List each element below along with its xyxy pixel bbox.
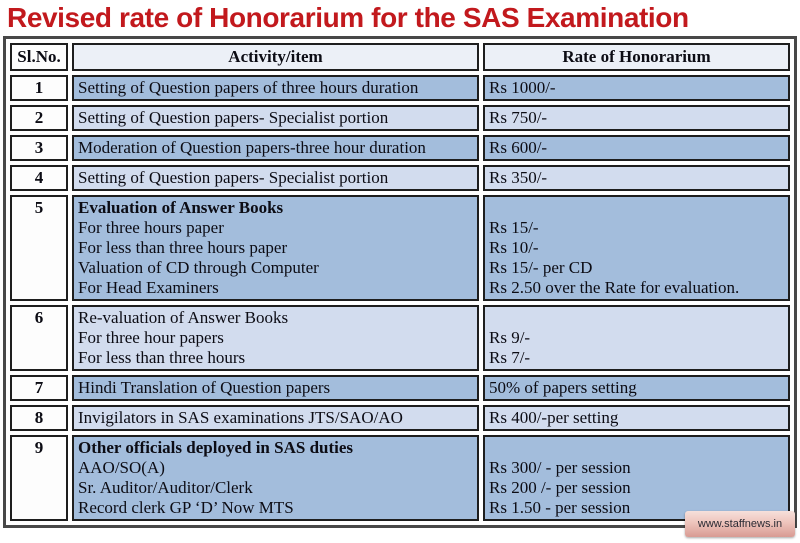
- activity-cell: [72, 165, 479, 191]
- cell-line: Rs 750/-: [489, 108, 548, 127]
- rate-cell: [483, 375, 790, 401]
- cell-line: Rs 15/- per CD: [489, 258, 593, 277]
- rate-cell: [483, 135, 790, 161]
- activity-cell: [72, 195, 479, 301]
- serial-number-cell: 9: [10, 435, 68, 521]
- cell-line: Sr. Auditor/Auditor/Clerk: [78, 478, 253, 497]
- table-row: [10, 195, 790, 301]
- rate-cell: [483, 305, 790, 371]
- cell-line: For less than three hours: [78, 348, 246, 367]
- cell-line: Rs 7/-: [489, 348, 531, 367]
- table-row: [10, 405, 790, 431]
- cell-line: [489, 308, 784, 328]
- activity-cell: [72, 75, 479, 101]
- page-title: Revised rate of Honorarium for the SAS Examination: [7, 2, 689, 33]
- rate-cell: [483, 105, 790, 131]
- cell-line: 50% of papers setting: [489, 378, 637, 397]
- cell-line: Record clerk GP ‘D’ Now MTS: [78, 498, 294, 517]
- cell-line: For three hour papers: [78, 328, 224, 347]
- header-rate: Rate of Honorarium: [483, 43, 790, 71]
- cell-line: [489, 198, 784, 218]
- table-row: [10, 435, 790, 521]
- rate-cell: [483, 165, 790, 191]
- table-row: [10, 375, 790, 401]
- cell-line: Rs 400/-per setting: [489, 408, 619, 427]
- rate-cell: [483, 435, 790, 521]
- table-row: [10, 105, 790, 131]
- serial-number-cell: 5: [10, 195, 68, 301]
- honorarium-table: [3, 36, 797, 528]
- activity-cell: [72, 135, 479, 161]
- rate-cell: [483, 405, 790, 431]
- serial-number-cell: 1: [10, 75, 68, 101]
- table-row: [10, 305, 790, 371]
- serial-number-cell: 3: [10, 135, 68, 161]
- activity-cell: [72, 435, 479, 521]
- watermark-text: www.staffnews.in: [697, 518, 783, 530]
- serial-number-cell: 2: [10, 105, 68, 131]
- cell-line: Rs 350/-: [489, 168, 548, 187]
- serial-number-cell: 6: [10, 305, 68, 371]
- cell-line: Rs 9/-: [489, 328, 531, 347]
- cell-line: Rs 10/-: [489, 238, 539, 257]
- cell-line: Rs 1000/-: [489, 78, 556, 97]
- cell-line: Invigilators in SAS examinations JTS/SAO/AO: [78, 408, 403, 427]
- header-activity: Activity/item: [72, 43, 479, 71]
- cell-line: Hindi Translation of Question papers: [78, 378, 331, 397]
- activity-cell: [72, 305, 479, 371]
- table-row: [10, 135, 790, 161]
- cell-line: Moderation of Question papers-three hour duration: [78, 138, 426, 157]
- cell-line: Rs 2.50 over the Rate for evaluation.: [489, 278, 740, 297]
- activity-cell: [72, 375, 479, 401]
- table-row: [10, 75, 790, 101]
- activity-cell: [72, 105, 479, 131]
- rate-cell: [483, 75, 790, 101]
- cell-line: Rs 300/ - per session: [489, 458, 631, 477]
- table-row: [10, 165, 790, 191]
- cell-line: Rs 1.50 - per session: [489, 498, 631, 517]
- header-row: [10, 43, 790, 71]
- rate-cell: [483, 195, 790, 301]
- staffnews-watermark: [685, 511, 795, 537]
- cell-line: Setting of Question papers of three hours duration: [78, 78, 419, 97]
- cell-line: Other officials deployed in SAS duties: [78, 438, 354, 457]
- cell-line: Evaluation of Answer Books: [78, 198, 284, 217]
- cell-line: [489, 438, 784, 458]
- cell-line: For Head Examiners: [78, 278, 219, 297]
- cell-line: For less than three hours paper: [78, 238, 288, 257]
- cell-line: Valuation of CD through Computer: [78, 258, 319, 277]
- cell-line: AAO/SO(A): [78, 458, 165, 477]
- cell-line: For three hours paper: [78, 218, 224, 237]
- activity-cell: [72, 405, 479, 431]
- cell-line: Rs 200 /- per session: [489, 478, 631, 497]
- cell-line: Rs 600/-: [489, 138, 548, 157]
- cell-line: Re-valuation of Answer Books: [78, 308, 289, 327]
- serial-number-cell: 8: [10, 405, 68, 431]
- cell-line: Setting of Question papers- Specialist portion: [78, 108, 389, 127]
- serial-number-cell: 4: [10, 165, 68, 191]
- serial-number-cell: 7: [10, 375, 68, 401]
- cell-line: Setting of Question papers- Specialist portion: [78, 168, 389, 187]
- header-sl-no: Sl.No.: [10, 43, 68, 71]
- cell-line: Rs 15/-: [489, 218, 539, 237]
